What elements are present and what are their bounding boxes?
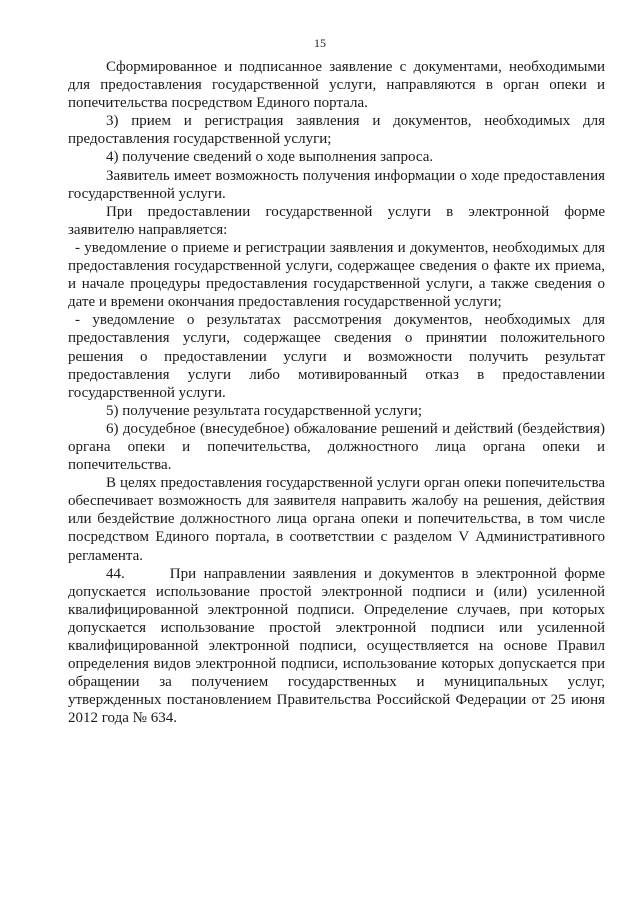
paragraph-item-6-appeal: 6) досудебное (внесудебное) обжалование решений и действий (бездействия) органа опеки и попечительства, должностного лица органа опеки и попечительства.: [68, 420, 605, 474]
paragraph-review-result-notification: - уведомление о результатах рассмотрения документов, необходимых для предоставления услуги, содержащее сведения о принятии положительного решения о предоставлении услуги и возможности получить результат предоставления услуги либо мотивированный отказ в предоставлении государственной услуги.: [68, 312, 605, 401]
paragraph-item-4-status-info: 4) получение сведений о ходе выполнения запроса.: [106, 149, 434, 166]
document-body: [68, 58, 605, 727]
paragraph-item-5-result: 5) получение результата государственной услуги;: [106, 402, 423, 419]
paragraph-receipt-notification: - уведомление о приеме и регистрации заявления и документов, необходимых для предоставления государственной услуги, содержащее сведения о факте их приема, и начале процедуры предоставления государственной услуги, а также сведения о дате и времени окончания предоставления государственной услуги;: [68, 239, 605, 311]
paragraph-electronic-notifications-intro: При предоставлении государственной услуги в электронной форме заявителю направляется:: [68, 203, 605, 238]
paragraph-portal-submission: Сформированное и подписанное заявление с документами, необходимыми для предоставления государственной услуги, направляются в орган опеки и попечительства посредством Единого портала.: [68, 59, 605, 112]
paragraph-item-44-electronic-signature: 44. При направлении заявления и документов в электронной форме допускается использование простой электронной подписи и (или) усиленной квалифицированной электронной подписи. Определение случаев, при которых допускается использование простой электронной подписи или усиленной квалифицированной электронной подписи, осуществляется на основе Правил определения видов электронной подписи, использование которых допускается при обращении за получением государственных и муниципальных услуг, утвержденных постановлением Правительства Российской Федерации от 25 июня 2012 года № 634.: [68, 565, 605, 727]
paragraph-item-3-registration: 3) прием и регистрация заявления и документов, необходимых для предоставления государственной услуги;: [68, 113, 605, 148]
paragraph-applicant-info: Заявитель имеет возможность получения информации о ходе предоставления государственной услуги.: [68, 167, 605, 202]
paragraph-complaint-possibility: В целях предоставления государственной услуги орган опеки попечительства обеспечивает возможность для заявителя направить жалобу на решения, действия или бездействие должностного лица органа опеки и попечительства, в том числе посредством Единого портала, в соответствии с разделом V Административного регламента.: [68, 475, 605, 564]
page-number: 15: [314, 36, 326, 50]
